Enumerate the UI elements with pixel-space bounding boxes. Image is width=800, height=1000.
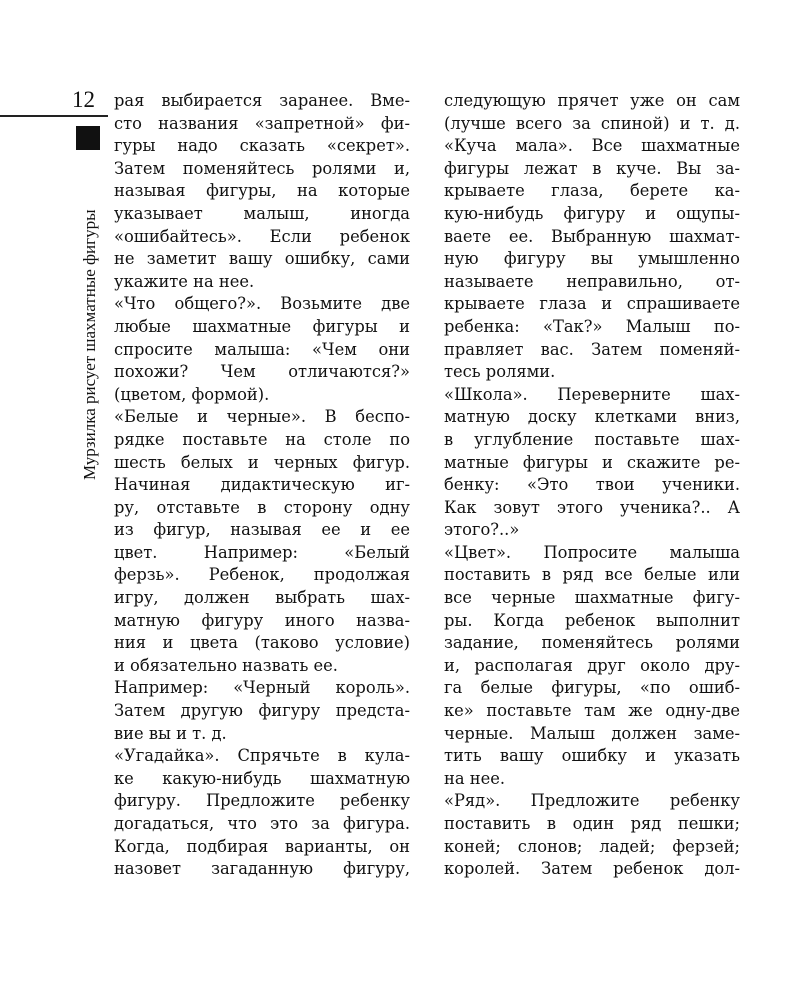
text-line: бенку: «Это твои ученики. [444,475,740,495]
text-line: Затем поменяйтесь ролями и, [114,158,410,178]
text-line: тесь ролями. [444,362,556,382]
text-line: матные фигуры и скажите ре- [444,452,740,472]
text-line: «Куча мала». Все шахматные [444,136,740,156]
text-line: называете неправильно, от- [444,271,740,291]
text-line: матную фигуру иного назва- [114,610,410,630]
text-line: ке» поставьте там же одну-две [444,701,740,721]
text-line: (цветом, формой). [114,384,270,404]
text-line: «Ряд». Предложите ребенку [444,791,740,811]
text-line: крываете глаза, берете ка- [444,181,740,201]
text-line: похожи? Чем отличаются?» [114,362,410,382]
text-line: поставить в один ряд пешки; [444,814,740,833]
text-line: поставить в ряд все белые или [444,565,740,585]
text-line: рядке поставьте на столе по [114,429,410,449]
text-line: (лучше всего за спиной) и т. д. [444,113,740,133]
text-line: и, располагая друг около дру- [444,655,740,675]
text-line: в углубление поставьте шах- [444,429,740,449]
page-number: 12 [72,87,95,112]
text-line: не заметит вашу ошибку, сами [114,249,410,269]
text-line: королей. Затем ребенок дол- [444,859,740,879]
text-line: шесть белых и черных фигур. [114,452,410,472]
text-line: спросите малыша: «Чем они [114,339,410,359]
text-line: ру, отставьте в сторону одну [114,497,410,517]
text-line: черные. Малыш должен заме- [444,723,740,743]
right-text-column [444,90,740,881]
text-line: правляет вас. Затем поменяй- [444,339,740,359]
text-line: из фигур, называя ее и ее [114,520,410,540]
text-line: вие вы и т. д. [114,723,227,743]
text-line: фигуру. Предложите ребенку [114,791,410,811]
text-line: «Белые и черные». В беспо- [114,407,410,427]
text-line: ке какую-нибудь шахматную [114,768,410,788]
header-rule [0,115,108,117]
text-line: ваете ее. Выбранную шахмат- [444,226,740,246]
text-line: «Школа». Переверните шах- [444,384,740,404]
text-line: коней; слонов; ладей; ферзей; [444,836,740,856]
text-line: указывает малыш, иногда [114,203,410,223]
text-line: и обязательно назвать ее. [114,655,338,675]
text-line: следующую прячет уже он сам [444,91,740,110]
text-line: «ошибайтесь». Если ребенок [114,226,410,246]
text-line: укажите на нее. [114,271,255,291]
text-line: любые шахматные фигуры и [114,316,410,336]
text-line: Начиная дидактическую иг- [114,475,410,495]
text-line: ния и цвета (таково условие) [114,633,410,653]
text-line: матную доску клетками вниз, [444,407,740,427]
text-line: игру, должен выбрать шах- [114,588,410,608]
text-line: «Угадайка». Спрячьте в кула- [114,746,410,766]
text-line: сто названия «запретной» фи- [114,113,410,133]
text-line: задание, поменяйтесь ролями [444,633,740,653]
text-line: «Цвет». Попросите малыша [444,542,740,562]
text-line: Затем другую фигуру предста- [114,701,410,721]
text-line: назовет загаданную фигуру, [114,859,410,879]
text-line: цвет. Например: «Белый [114,542,410,562]
text-line: догадаться, что это за фигура. [114,814,410,833]
text-line: все черные шахматные фигу- [444,588,740,608]
text-line: ребенка: «Так?» Малыш по- [444,316,740,336]
text-line: гуры надо сказать «секрет». [114,136,410,156]
text-line: «Что общего?». Возьмите две [114,294,410,314]
text-line: Например: «Черный король». [114,678,410,698]
left-text-column [114,90,410,881]
text-line: этого?..» [444,520,520,540]
text-line: га белые фигуры, «по ошиб- [444,678,740,698]
text-line: тить вашу ошибку и указать [444,746,740,766]
text-line: Когда, подбирая варианты, он [114,836,410,856]
text-line: Как зовут этого ученика?.. А [444,497,740,517]
text-line: фигуры лежат в куче. Вы за- [444,158,740,178]
text-line: называя фигуры, на которые [114,181,410,201]
text-line: ры. Когда ребенок выполнит [444,610,740,630]
running-title: Мурзилка рисует шахматные фигуры [80,209,99,480]
text-line: крываете глаза и спрашиваете [444,294,740,314]
text-line: рая выбирается заранее. Вме- [114,91,410,110]
text-line: кую-нибудь фигуру и ощупы- [444,203,740,223]
text-line: на нее. [444,768,506,788]
text-line: ную фигуру вы умышленно [444,249,740,269]
text-line: ферзь». Ребенок, продолжая [114,565,410,585]
